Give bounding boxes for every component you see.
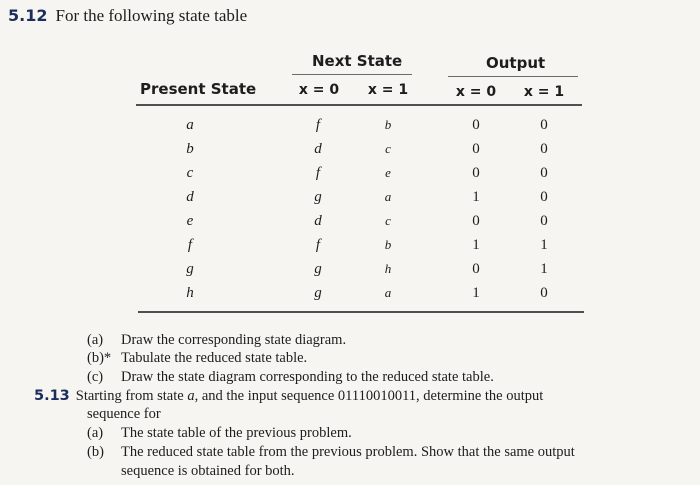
- cell-n1: b: [384, 117, 392, 132]
- cell-n0: d: [314, 213, 322, 229]
- cell-o0: 1: [472, 285, 480, 301]
- cell-n0: g: [314, 261, 322, 277]
- cell-o1: 1: [540, 237, 548, 253]
- cell-n1: b: [384, 237, 392, 252]
- cell-n1: h: [384, 261, 392, 276]
- part-c: (c) Draw the state diagram corresponding to the reduced state table.: [87, 369, 494, 385]
- problem-5-13-line1: 5.13 Starting from state a, and the input sequence 01110010011, determine the output: [34, 388, 544, 404]
- present-state-header: Present State: [140, 80, 257, 98]
- cell-present: b: [186, 141, 194, 157]
- cell-n0: g: [314, 189, 322, 205]
- cell-present: c: [186, 165, 194, 181]
- part-b: (b)* Tabulate the reduced state table.: [87, 350, 308, 366]
- output-header: Output: [486, 54, 546, 72]
- cell-o1: 0: [540, 165, 548, 181]
- problem-prompt: For the following state table: [55, 6, 248, 25]
- cell-o1: 0: [540, 117, 548, 133]
- cell-present: d: [186, 189, 194, 205]
- cell-o1: 0: [540, 141, 548, 157]
- problem-5-13-part-b: (b) The reduced state table from the previous problem. Show that the same output: [87, 444, 575, 460]
- cell-o1: 0: [540, 213, 548, 229]
- problem-number: 5.12: [8, 6, 48, 25]
- cell-n1: a: [384, 189, 392, 204]
- cell-n0: f: [315, 165, 321, 181]
- problem-5-13-part-a: (a) The state table of the previous problem.: [87, 425, 352, 441]
- cell-o0: 0: [472, 165, 480, 181]
- cell-o0: 0: [472, 117, 480, 133]
- cell-o0: 0: [472, 213, 480, 229]
- bottom-rule: [138, 311, 584, 313]
- cell-present: h: [186, 285, 194, 301]
- cell-o1: 1: [540, 261, 548, 277]
- cell-present: f: [187, 237, 193, 253]
- next-x0-header: x = 0: [298, 82, 340, 98]
- problem-5-13-part-b-cont: sequence is obtained for both.: [121, 463, 295, 479]
- cell-o1: 0: [540, 189, 548, 205]
- part-a: (a) Draw the corresponding state diagram.: [87, 332, 347, 348]
- next-x1-header: x = 1: [367, 82, 409, 98]
- cell-o1: 0: [540, 285, 548, 301]
- cell-present: g: [186, 261, 194, 277]
- cell-o0: 1: [472, 189, 480, 205]
- cell-n0: f: [315, 117, 321, 133]
- next-state-header: Next State: [312, 52, 403, 70]
- out-x1-header: x = 1: [523, 84, 565, 100]
- cell-n0: f: [315, 237, 321, 253]
- problem-5-13-line2: sequence for: [87, 406, 161, 422]
- cell-n1: a: [384, 285, 392, 300]
- cell-n0: d: [314, 141, 322, 157]
- problem-5-13-number: 5.13: [34, 388, 70, 404]
- cell-n1: c: [385, 213, 391, 228]
- out-x0-header: x = 0: [455, 84, 497, 100]
- cell-n0: g: [314, 285, 322, 301]
- cell-o0: 1: [472, 237, 480, 253]
- cell-n1: c: [385, 141, 391, 156]
- cell-present: e: [186, 213, 194, 229]
- cell-o0: 0: [472, 261, 480, 277]
- cell-n1: e: [385, 165, 391, 180]
- cell-o0: 0: [472, 141, 480, 157]
- cell-present: a: [186, 117, 194, 133]
